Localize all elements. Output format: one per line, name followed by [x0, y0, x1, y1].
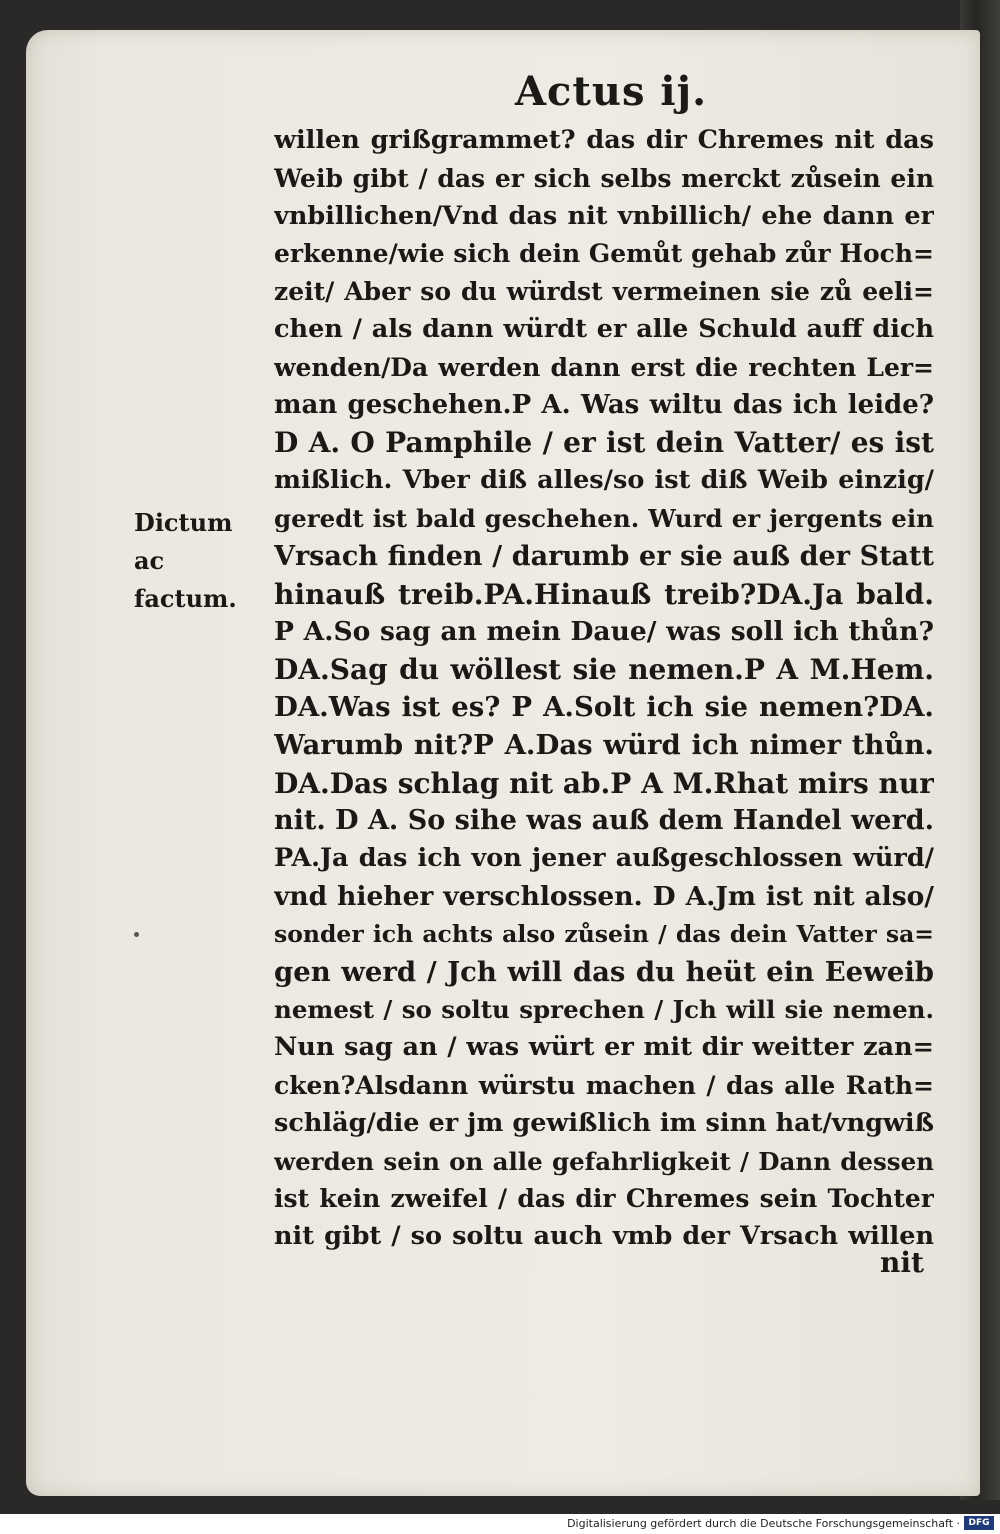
margin-note-line-1: Dictum ac [134, 508, 233, 575]
text-line: DA.Sag du wöllest sie nemen.P A M.Hem. [274, 653, 934, 687]
text-line: sonder ich achts also zůsein / das dein Vatter sa= [274, 919, 934, 948]
text-line: vnd hieher verschlossen. D A.Jm ist nit also/ [274, 880, 934, 912]
text-line: cken?Alsdann würstu machen / das alle Rath= [274, 1070, 934, 1100]
text-line: geredt ist bald geschehen. Wurd er jergents ein [274, 503, 934, 533]
text-line: schläg/die er jm gewißlich im sinn hat/vngwiß [274, 1107, 934, 1138]
text-line: Weib gibt / das er sich selbs merckt zůsein ein [274, 163, 934, 193]
margin-note [134, 504, 264, 618]
stray-mark [134, 932, 139, 937]
dfg-logo[interactable]: DFG [964, 1516, 994, 1530]
text-line: P A.So sag an mein Daue/ was soll ich thůn? [274, 616, 934, 648]
margin-note-line-2: factum. [134, 584, 237, 613]
text-line: chen / als dann würdt er alle Schuld auff dich [274, 313, 934, 344]
catchword: nit [880, 1246, 924, 1279]
text-line: hinauß treib.PA.Hinauß treib?DA.Ja bald. [274, 577, 934, 611]
footer-credit: Digitalisierung gefördert durch die Deutsche Forschungsgemeinschaft · [567, 1517, 960, 1530]
text-line: Warumb nit?P A.Das würd ich nimer thůn. [274, 728, 934, 761]
text-line: gen werd / Jch will das du heüt ein Eeweib [274, 955, 934, 988]
text-line: Vrsach finden / darumb er sie auß der Statt [274, 540, 934, 572]
text-line: erkenne/wie sich dein Gemůt gehab zůr Hoch= [274, 239, 934, 269]
text-line: vnbillichen/Vnd das nit vnbillich/ ehe dann er [274, 200, 934, 231]
page-header: Actus ij. [515, 68, 707, 115]
text-line: wenden/Da werden dann erst die rechten Ler= [274, 352, 934, 382]
body-text [274, 122, 934, 1256]
text-line: D A. O Pamphile / er ist dein Vatter/ es ist [274, 426, 934, 460]
text-line: mißlich. Vber diß alles/so ist diß Weib einzig/ [274, 465, 934, 496]
text-line: nit. D A. So sihe was auß dem Handel werd. [274, 805, 934, 837]
text-line: nemest / so soltu sprechen / Jch will sie nemen. [274, 995, 934, 1025]
text-line: man geschehen.P A. Was wiltu das ich leide? [274, 389, 934, 420]
text-line: nit gibt / so soltu auch vmb der Vrsach willen [274, 1221, 934, 1252]
text-line: DA.Das schlag nit ab.P A M.Rhat mirs nur [274, 766, 934, 800]
text-line: werden sein on alle gefahrligkeit / Dann dessen [274, 1146, 934, 1176]
text-line: willen grißgrammet? das dir Chremes nit das [274, 125, 934, 155]
text-line: DA.Was ist es? P A.Solt ich sie nemen?DA. [274, 690, 934, 723]
text-line: zeit/ Aber so du würdst vermeinen sie zů eeli= [274, 277, 934, 307]
text-line: PA.Ja das ich von jener außgeschlossen würd/ [274, 843, 934, 874]
text-line: Nun sag an / was würt er mit dir weitter zan= [274, 1032, 934, 1063]
text-line: ist kein zweifel / das dir Chremes sein Tochter [274, 1184, 934, 1214]
